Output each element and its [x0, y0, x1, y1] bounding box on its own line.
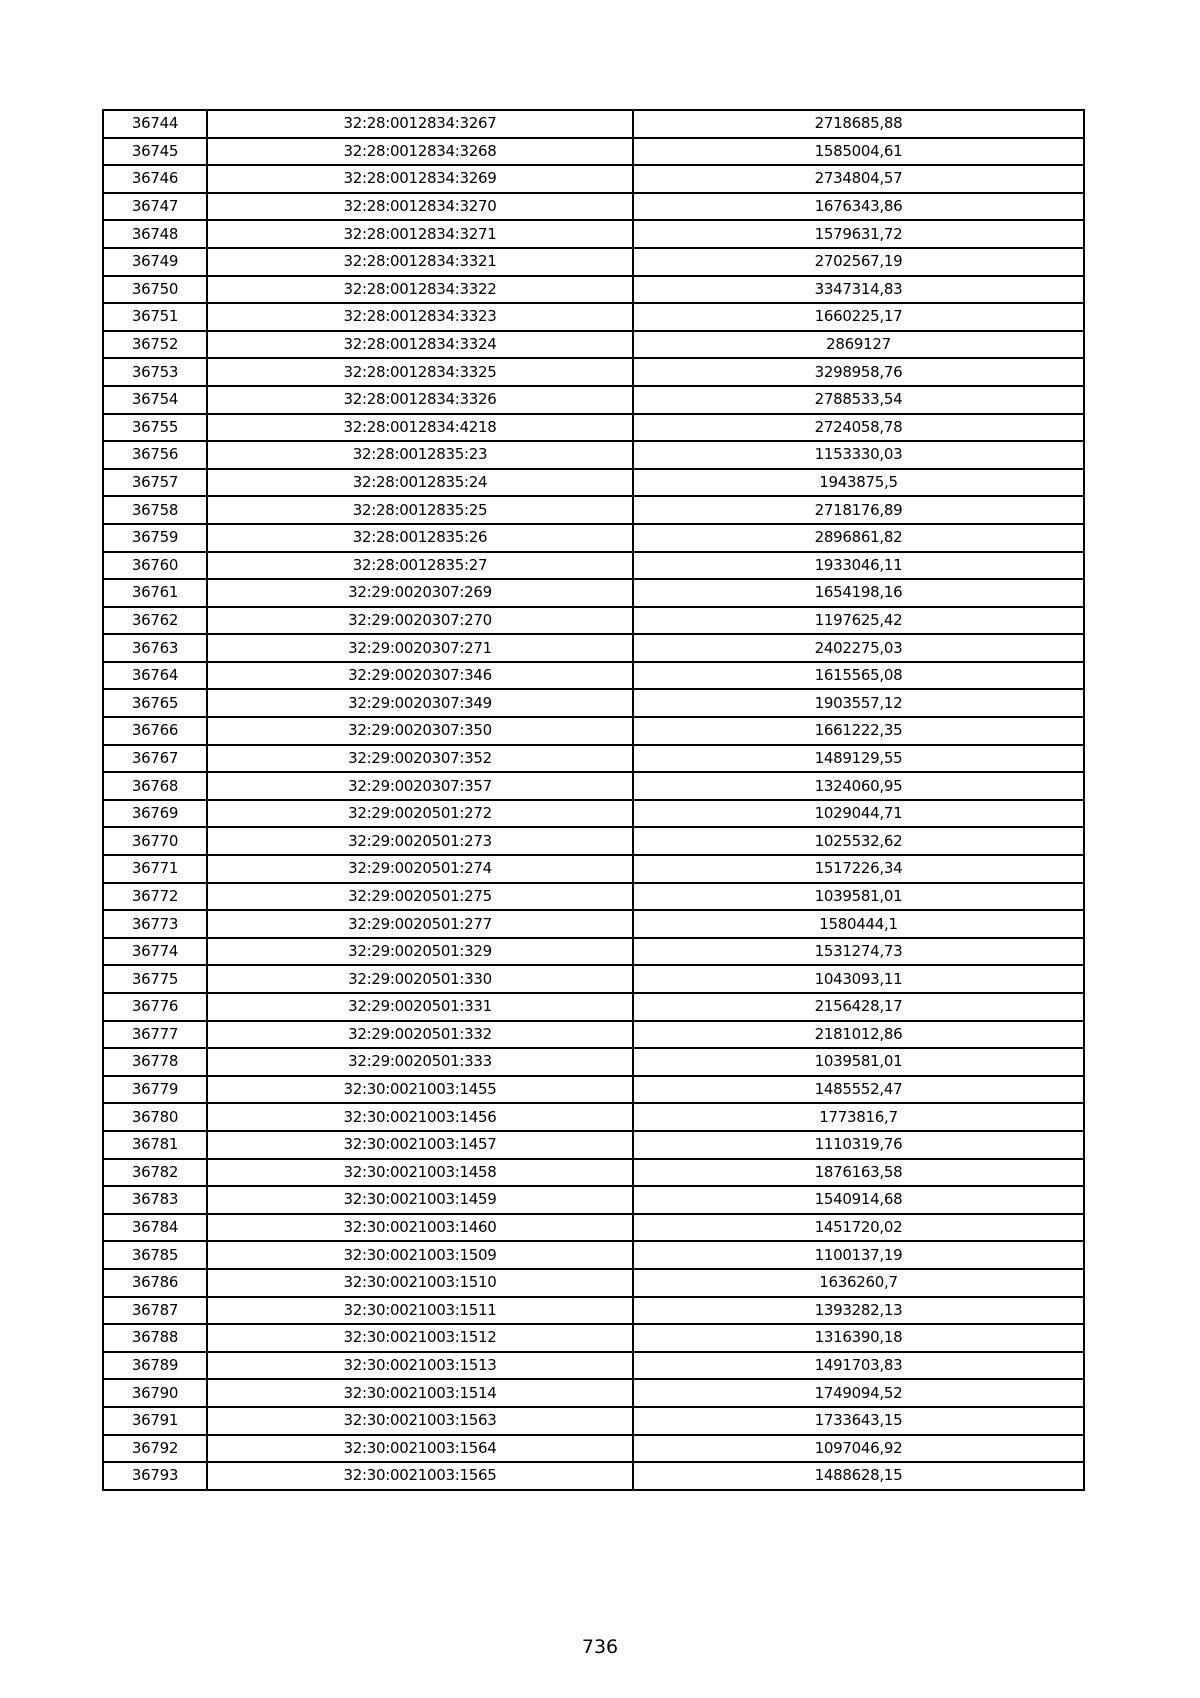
table-row	[103, 276, 1084, 304]
row-number-cell: 36789	[103, 1352, 207, 1380]
value-cell: 1393282,13	[633, 1297, 1084, 1325]
row-number-cell: 36752	[103, 331, 207, 359]
cadastral-number-cell: 32:28:0012835:26	[207, 524, 633, 552]
value-cell: 2869127	[633, 331, 1084, 359]
page-number: 736	[581, 1636, 619, 1658]
table-row	[103, 331, 1084, 359]
cadastral-number-cell: 32:28:0012835:27	[207, 552, 633, 580]
value-cell: 1676343,86	[633, 193, 1084, 221]
table-row	[103, 883, 1084, 911]
cadastral-number-cell: 32:30:0021003:1458	[207, 1159, 633, 1187]
table-row	[103, 800, 1084, 828]
table-row	[103, 358, 1084, 386]
cadastral-number-cell: 32:28:0012835:24	[207, 469, 633, 497]
cadastral-number-cell: 32:28:0012835:25	[207, 496, 633, 524]
table-row	[103, 1352, 1084, 1380]
row-number-cell: 36754	[103, 386, 207, 414]
table-row	[103, 1214, 1084, 1242]
cadastral-number-cell: 32:29:0020307:350	[207, 717, 633, 745]
table-row	[103, 1076, 1084, 1104]
table-row	[103, 303, 1084, 331]
value-cell: 1197625,42	[633, 607, 1084, 635]
cadastral-number-cell: 32:28:0012835:23	[207, 441, 633, 469]
table-row	[103, 441, 1084, 469]
value-cell: 1579631,72	[633, 220, 1084, 248]
value-cell: 1097046,92	[633, 1435, 1084, 1463]
cadastral-number-cell: 32:30:0021003:1510	[207, 1269, 633, 1297]
cadastral-number-cell: 32:30:0021003:1455	[207, 1076, 633, 1104]
row-number-cell: 36751	[103, 303, 207, 331]
row-number-cell: 36744	[103, 110, 207, 138]
table-row	[103, 1131, 1084, 1159]
table-row	[103, 1021, 1084, 1049]
table-row	[103, 552, 1084, 580]
cadastral-number-cell: 32:30:0021003:1512	[207, 1324, 633, 1352]
value-cell: 1733643,15	[633, 1407, 1084, 1435]
cadastral-number-cell: 32:30:0021003:1457	[207, 1131, 633, 1159]
value-cell: 1876163,58	[633, 1159, 1084, 1187]
value-cell: 1531274,73	[633, 938, 1084, 966]
row-number-cell: 36758	[103, 496, 207, 524]
cadastral-number-cell: 32:29:0020501:275	[207, 883, 633, 911]
value-cell: 1615565,08	[633, 662, 1084, 690]
row-number-cell: 36773	[103, 910, 207, 938]
cadastral-number-cell: 32:30:0021003:1511	[207, 1297, 633, 1325]
row-number-cell: 36783	[103, 1186, 207, 1214]
table-row	[103, 496, 1084, 524]
table-row	[103, 1269, 1084, 1297]
row-number-cell: 36762	[103, 607, 207, 635]
table-row	[103, 1103, 1084, 1131]
row-number-cell: 36757	[103, 469, 207, 497]
row-number-cell: 36786	[103, 1269, 207, 1297]
row-number-cell: 36747	[103, 193, 207, 221]
cadastral-number-cell: 32:29:0020501:333	[207, 1048, 633, 1076]
row-number-cell: 36753	[103, 358, 207, 386]
row-number-cell: 36755	[103, 414, 207, 442]
value-cell: 1773816,7	[633, 1103, 1084, 1131]
table-row	[103, 1324, 1084, 1352]
row-number-cell: 36764	[103, 662, 207, 690]
row-number-cell: 36792	[103, 1435, 207, 1463]
value-cell: 2734804,57	[633, 165, 1084, 193]
table-row	[103, 1186, 1084, 1214]
value-cell: 1324060,95	[633, 772, 1084, 800]
cadastral-number-cell: 32:30:0021003:1514	[207, 1379, 633, 1407]
cadastral-number-cell: 32:30:0021003:1565	[207, 1462, 633, 1490]
table-row	[103, 138, 1084, 166]
cadastral-number-cell: 32:28:0012834:3271	[207, 220, 633, 248]
row-number-cell: 36749	[103, 248, 207, 276]
row-number-cell: 36748	[103, 220, 207, 248]
row-number-cell: 36745	[103, 138, 207, 166]
value-cell: 2402275,03	[633, 634, 1084, 662]
cadastral-number-cell: 32:29:0020307:357	[207, 772, 633, 800]
value-cell: 2156428,17	[633, 993, 1084, 1021]
row-number-cell: 36774	[103, 938, 207, 966]
cadastral-number-cell: 32:30:0021003:1456	[207, 1103, 633, 1131]
value-cell: 1110319,76	[633, 1131, 1084, 1159]
value-cell: 1585004,61	[633, 138, 1084, 166]
cadastral-number-cell: 32:29:0020501:329	[207, 938, 633, 966]
table-row	[103, 607, 1084, 635]
table-row	[103, 689, 1084, 717]
value-cell: 1489129,55	[633, 745, 1084, 773]
cadastral-number-cell: 32:30:0021003:1564	[207, 1435, 633, 1463]
row-number-cell: 36790	[103, 1379, 207, 1407]
cadastral-number-cell: 32:28:0012834:3322	[207, 276, 633, 304]
row-number-cell: 36756	[103, 441, 207, 469]
value-cell: 1039581,01	[633, 1048, 1084, 1076]
table-row	[103, 634, 1084, 662]
row-number-cell: 36777	[103, 1021, 207, 1049]
row-number-cell: 36788	[103, 1324, 207, 1352]
value-cell: 1540914,68	[633, 1186, 1084, 1214]
table-row	[103, 1407, 1084, 1435]
row-number-cell: 36766	[103, 717, 207, 745]
row-number-cell: 36775	[103, 965, 207, 993]
row-number-cell: 36776	[103, 993, 207, 1021]
cadastral-number-cell: 32:29:0020307:271	[207, 634, 633, 662]
value-cell: 1636260,7	[633, 1269, 1084, 1297]
row-number-cell: 36763	[103, 634, 207, 662]
value-cell: 2896861,82	[633, 524, 1084, 552]
value-cell: 1903557,12	[633, 689, 1084, 717]
cadastral-number-cell: 32:30:0021003:1513	[207, 1352, 633, 1380]
row-number-cell: 36791	[103, 1407, 207, 1435]
value-cell: 1654198,16	[633, 579, 1084, 607]
table-row	[103, 910, 1084, 938]
row-number-cell: 36771	[103, 855, 207, 883]
value-cell: 2718685,88	[633, 110, 1084, 138]
value-cell: 1451720,02	[633, 1214, 1084, 1242]
table-row	[103, 938, 1084, 966]
table-row	[103, 965, 1084, 993]
cadastral-number-cell: 32:29:0020307:346	[207, 662, 633, 690]
row-number-cell: 36770	[103, 827, 207, 855]
table-row	[103, 1159, 1084, 1187]
value-cell: 1943875,5	[633, 469, 1084, 497]
cadastral-number-cell: 32:28:0012834:3326	[207, 386, 633, 414]
value-cell: 1660225,17	[633, 303, 1084, 331]
row-number-cell: 36765	[103, 689, 207, 717]
cadastral-value-table	[102, 109, 1085, 1491]
cadastral-number-cell: 32:29:0020501:330	[207, 965, 633, 993]
cadastral-number-cell: 32:28:0012834:3324	[207, 331, 633, 359]
row-number-cell: 36782	[103, 1159, 207, 1187]
row-number-cell: 36761	[103, 579, 207, 607]
value-cell: 2181012,86	[633, 1021, 1084, 1049]
value-cell: 1933046,11	[633, 552, 1084, 580]
row-number-cell: 36780	[103, 1103, 207, 1131]
value-cell: 2788533,54	[633, 386, 1084, 414]
row-number-cell: 36781	[103, 1131, 207, 1159]
row-number-cell: 36772	[103, 883, 207, 911]
row-number-cell: 36785	[103, 1241, 207, 1269]
table-row	[103, 1241, 1084, 1269]
cadastral-number-cell: 32:29:0020307:352	[207, 745, 633, 773]
cadastral-number-cell: 32:29:0020307:270	[207, 607, 633, 635]
row-number-cell: 36746	[103, 165, 207, 193]
row-number-cell: 36769	[103, 800, 207, 828]
row-number-cell: 36760	[103, 552, 207, 580]
value-cell: 1580444,1	[633, 910, 1084, 938]
table-row	[103, 1379, 1084, 1407]
table-row	[103, 745, 1084, 773]
cadastral-number-cell: 32:29:0020307:349	[207, 689, 633, 717]
value-cell: 3298958,76	[633, 358, 1084, 386]
table-row	[103, 772, 1084, 800]
cadastral-number-cell: 32:28:0012834:3325	[207, 358, 633, 386]
row-number-cell: 36778	[103, 1048, 207, 1076]
row-number-cell: 36767	[103, 745, 207, 773]
table-row	[103, 662, 1084, 690]
cadastral-number-cell: 32:28:0012834:3323	[207, 303, 633, 331]
cadastral-number-cell: 32:29:0020501:273	[207, 827, 633, 855]
table-row	[103, 193, 1084, 221]
table-row	[103, 827, 1084, 855]
value-cell: 3347314,83	[633, 276, 1084, 304]
value-cell: 1517226,34	[633, 855, 1084, 883]
cadastral-number-cell: 32:29:0020501:274	[207, 855, 633, 883]
value-cell: 2718176,89	[633, 496, 1084, 524]
table-row	[103, 993, 1084, 1021]
table-row	[103, 1048, 1084, 1076]
cadastral-number-cell: 32:28:0012834:3270	[207, 193, 633, 221]
table-row	[103, 110, 1084, 138]
value-cell: 1485552,47	[633, 1076, 1084, 1104]
value-cell: 1153330,03	[633, 441, 1084, 469]
cadastral-number-cell: 32:30:0021003:1563	[207, 1407, 633, 1435]
cadastral-number-cell: 32:29:0020501:277	[207, 910, 633, 938]
table-row	[103, 524, 1084, 552]
cadastral-number-cell: 32:29:0020501:272	[207, 800, 633, 828]
cadastral-number-cell: 32:30:0021003:1509	[207, 1241, 633, 1269]
value-cell: 1039581,01	[633, 883, 1084, 911]
value-cell: 1491703,83	[633, 1352, 1084, 1380]
row-number-cell: 36750	[103, 276, 207, 304]
row-number-cell: 36768	[103, 772, 207, 800]
cadastral-number-cell: 32:29:0020501:332	[207, 1021, 633, 1049]
cadastral-number-cell: 32:28:0012834:3269	[207, 165, 633, 193]
row-number-cell: 36784	[103, 1214, 207, 1242]
table-row	[103, 414, 1084, 442]
row-number-cell: 36779	[103, 1076, 207, 1104]
cadastral-number-cell: 32:29:0020307:269	[207, 579, 633, 607]
cadastral-number-cell: 32:28:0012834:4218	[207, 414, 633, 442]
row-number-cell: 36787	[103, 1297, 207, 1325]
table-row	[103, 386, 1084, 414]
table-row	[103, 717, 1084, 745]
table-row	[103, 220, 1084, 248]
value-cell: 2702567,19	[633, 248, 1084, 276]
value-cell: 1661222,35	[633, 717, 1084, 745]
value-cell: 1025532,62	[633, 827, 1084, 855]
table-row	[103, 1462, 1084, 1490]
value-cell: 1316390,18	[633, 1324, 1084, 1352]
table-row	[103, 579, 1084, 607]
row-number-cell: 36793	[103, 1462, 207, 1490]
table-row	[103, 248, 1084, 276]
row-number-cell: 36759	[103, 524, 207, 552]
cadastral-number-cell: 32:29:0020501:331	[207, 993, 633, 1021]
cadastral-number-cell: 32:30:0021003:1459	[207, 1186, 633, 1214]
cadastral-number-cell: 32:28:0012834:3268	[207, 138, 633, 166]
table-body	[103, 110, 1084, 1490]
value-cell: 1100137,19	[633, 1241, 1084, 1269]
table-row	[103, 469, 1084, 497]
value-cell: 1749094,52	[633, 1379, 1084, 1407]
value-cell: 1043093,11	[633, 965, 1084, 993]
cadastral-number-cell: 32:28:0012834:3267	[207, 110, 633, 138]
table-row	[103, 1297, 1084, 1325]
value-cell: 1488628,15	[633, 1462, 1084, 1490]
table-row	[103, 1435, 1084, 1463]
table-row	[103, 855, 1084, 883]
table-row	[103, 165, 1084, 193]
value-cell: 1029044,71	[633, 800, 1084, 828]
cadastral-number-cell: 32:30:0021003:1460	[207, 1214, 633, 1242]
cadastral-number-cell: 32:28:0012834:3321	[207, 248, 633, 276]
value-cell: 2724058,78	[633, 414, 1084, 442]
